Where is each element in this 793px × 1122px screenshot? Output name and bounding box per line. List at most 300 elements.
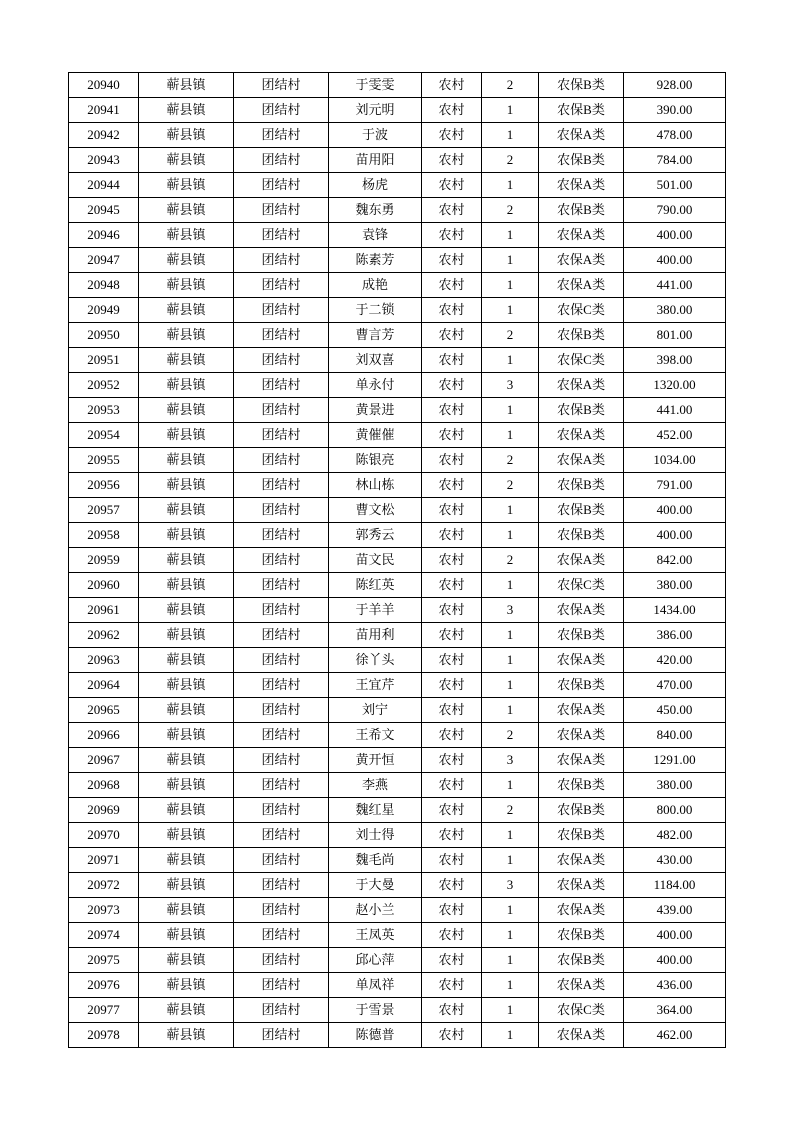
cell-count: 3 <box>482 598 539 623</box>
cell-category: 农保A类 <box>539 423 624 448</box>
cell-category: 农保A类 <box>539 898 624 923</box>
cell-category: 农保B类 <box>539 73 624 98</box>
cell-name: 成艳 <box>329 273 422 298</box>
cell-village: 团结村 <box>234 448 329 473</box>
cell-residence: 农村 <box>422 73 482 98</box>
cell-amount: 441.00 <box>624 273 726 298</box>
table-row <box>69 598 726 623</box>
cell-town: 蕲县镇 <box>139 473 234 498</box>
cell-id: 20962 <box>69 623 139 648</box>
table-row <box>69 998 726 1023</box>
cell-amount: 441.00 <box>624 398 726 423</box>
cell-village: 团结村 <box>234 73 329 98</box>
cell-village: 团结村 <box>234 598 329 623</box>
cell-amount: 501.00 <box>624 173 726 198</box>
cell-id: 20951 <box>69 348 139 373</box>
cell-category: 农保B类 <box>539 98 624 123</box>
cell-category: 农保B类 <box>539 923 624 948</box>
cell-id: 20971 <box>69 848 139 873</box>
cell-amount: 1034.00 <box>624 448 726 473</box>
cell-village: 团结村 <box>234 148 329 173</box>
cell-town: 蕲县镇 <box>139 648 234 673</box>
cell-count: 2 <box>482 473 539 498</box>
cell-town: 蕲县镇 <box>139 398 234 423</box>
cell-town: 蕲县镇 <box>139 923 234 948</box>
cell-name: 曹言芳 <box>329 323 422 348</box>
cell-name: 林山栋 <box>329 473 422 498</box>
cell-amount: 380.00 <box>624 773 726 798</box>
cell-count: 1 <box>482 648 539 673</box>
cell-amount: 791.00 <box>624 473 726 498</box>
table-row <box>69 148 726 173</box>
cell-count: 3 <box>482 873 539 898</box>
cell-name: 于波 <box>329 123 422 148</box>
table-row <box>69 698 726 723</box>
cell-amount: 790.00 <box>624 198 726 223</box>
cell-town: 蕲县镇 <box>139 898 234 923</box>
cell-amount: 840.00 <box>624 723 726 748</box>
table-row <box>69 1023 726 1048</box>
cell-category: 农保B类 <box>539 323 624 348</box>
cell-town: 蕲县镇 <box>139 323 234 348</box>
cell-category: 农保A类 <box>539 873 624 898</box>
cell-count: 1 <box>482 673 539 698</box>
cell-town: 蕲县镇 <box>139 523 234 548</box>
cell-count: 1 <box>482 498 539 523</box>
cell-category: 农保A类 <box>539 748 624 773</box>
table-row <box>69 573 726 598</box>
cell-count: 1 <box>482 248 539 273</box>
cell-village: 团结村 <box>234 348 329 373</box>
cell-id: 20941 <box>69 98 139 123</box>
cell-id: 20964 <box>69 673 139 698</box>
cell-residence: 农村 <box>422 548 482 573</box>
table-row <box>69 873 726 898</box>
table-row <box>69 898 726 923</box>
table-row <box>69 498 726 523</box>
cell-residence: 农村 <box>422 248 482 273</box>
cell-village: 团结村 <box>234 748 329 773</box>
cell-village: 团结村 <box>234 948 329 973</box>
cell-name: 刘士得 <box>329 823 422 848</box>
cell-residence: 农村 <box>422 698 482 723</box>
cell-category: 农保B类 <box>539 623 624 648</box>
cell-count: 2 <box>482 548 539 573</box>
cell-category: 农保B类 <box>539 948 624 973</box>
cell-id: 20970 <box>69 823 139 848</box>
cell-name: 刘双喜 <box>329 348 422 373</box>
cell-count: 3 <box>482 373 539 398</box>
cell-amount: 450.00 <box>624 698 726 723</box>
cell-name: 黄景进 <box>329 398 422 423</box>
cell-name: 陈银亮 <box>329 448 422 473</box>
cell-count: 1 <box>482 823 539 848</box>
cell-town: 蕲县镇 <box>139 448 234 473</box>
cell-town: 蕲县镇 <box>139 548 234 573</box>
cell-town: 蕲县镇 <box>139 1023 234 1048</box>
cell-residence: 农村 <box>422 898 482 923</box>
cell-residence: 农村 <box>422 398 482 423</box>
cell-id: 20940 <box>69 73 139 98</box>
cell-name: 袁锋 <box>329 223 422 248</box>
cell-id: 20954 <box>69 423 139 448</box>
cell-category: 农保A类 <box>539 273 624 298</box>
cell-amount: 420.00 <box>624 648 726 673</box>
cell-category: 农保A类 <box>539 598 624 623</box>
cell-id: 20956 <box>69 473 139 498</box>
cell-count: 1 <box>482 223 539 248</box>
cell-town: 蕲县镇 <box>139 798 234 823</box>
table-row <box>69 423 726 448</box>
cell-category: 农保A类 <box>539 848 624 873</box>
cell-count: 1 <box>482 998 539 1023</box>
cell-count: 1 <box>482 298 539 323</box>
table-row <box>69 73 726 98</box>
cell-town: 蕲县镇 <box>139 973 234 998</box>
cell-count: 1 <box>482 948 539 973</box>
cell-town: 蕲县镇 <box>139 823 234 848</box>
cell-name: 邱心萍 <box>329 948 422 973</box>
cell-town: 蕲县镇 <box>139 673 234 698</box>
cell-count: 1 <box>482 973 539 998</box>
cell-id: 20949 <box>69 298 139 323</box>
cell-town: 蕲县镇 <box>139 298 234 323</box>
cell-amount: 390.00 <box>624 98 726 123</box>
table-row <box>69 123 726 148</box>
cell-village: 团结村 <box>234 98 329 123</box>
cell-residence: 农村 <box>422 598 482 623</box>
cell-count: 2 <box>482 798 539 823</box>
cell-category: 农保C类 <box>539 998 624 1023</box>
cell-id: 20942 <box>69 123 139 148</box>
cell-id: 20960 <box>69 573 139 598</box>
cell-town: 蕲县镇 <box>139 773 234 798</box>
cell-village: 团结村 <box>234 223 329 248</box>
cell-category: 农保A类 <box>539 448 624 473</box>
cell-residence: 农村 <box>422 648 482 673</box>
cell-count: 1 <box>482 573 539 598</box>
table-row <box>69 523 726 548</box>
cell-category: 农保B类 <box>539 473 624 498</box>
table-row <box>69 298 726 323</box>
cell-amount: 1434.00 <box>624 598 726 623</box>
cell-amount: 398.00 <box>624 348 726 373</box>
table-row <box>69 848 726 873</box>
cell-residence: 农村 <box>422 873 482 898</box>
cell-amount: 380.00 <box>624 573 726 598</box>
pension-table-body <box>69 73 726 1048</box>
cell-name: 于大曼 <box>329 873 422 898</box>
cell-count: 1 <box>482 848 539 873</box>
cell-category: 农保C类 <box>539 573 624 598</box>
cell-amount: 452.00 <box>624 423 726 448</box>
cell-village: 团结村 <box>234 648 329 673</box>
cell-town: 蕲县镇 <box>139 598 234 623</box>
cell-village: 团结村 <box>234 173 329 198</box>
cell-count: 1 <box>482 698 539 723</box>
cell-village: 团结村 <box>234 773 329 798</box>
cell-town: 蕲县镇 <box>139 948 234 973</box>
cell-category: 农保C类 <box>539 348 624 373</box>
cell-village: 团结村 <box>234 848 329 873</box>
cell-name: 郭秀云 <box>329 523 422 548</box>
cell-name: 刘元明 <box>329 98 422 123</box>
cell-residence: 农村 <box>422 823 482 848</box>
cell-id: 20972 <box>69 873 139 898</box>
cell-village: 团结村 <box>234 798 329 823</box>
cell-village: 团结村 <box>234 898 329 923</box>
cell-residence: 农村 <box>422 848 482 873</box>
cell-residence: 农村 <box>422 123 482 148</box>
cell-name: 于雯雯 <box>329 73 422 98</box>
cell-name: 王凤英 <box>329 923 422 948</box>
table-row <box>69 723 726 748</box>
cell-town: 蕲县镇 <box>139 98 234 123</box>
cell-id: 20977 <box>69 998 139 1023</box>
cell-category: 农保C类 <box>539 298 624 323</box>
cell-amount: 400.00 <box>624 498 726 523</box>
cell-amount: 801.00 <box>624 323 726 348</box>
cell-town: 蕲县镇 <box>139 273 234 298</box>
cell-residence: 农村 <box>422 948 482 973</box>
cell-category: 农保B类 <box>539 773 624 798</box>
cell-town: 蕲县镇 <box>139 123 234 148</box>
cell-town: 蕲县镇 <box>139 223 234 248</box>
cell-count: 1 <box>482 398 539 423</box>
table-row <box>69 273 726 298</box>
cell-village: 团结村 <box>234 1023 329 1048</box>
cell-category: 农保A类 <box>539 973 624 998</box>
cell-residence: 农村 <box>422 748 482 773</box>
cell-residence: 农村 <box>422 173 482 198</box>
cell-category: 农保B类 <box>539 823 624 848</box>
cell-residence: 农村 <box>422 298 482 323</box>
cell-residence: 农村 <box>422 923 482 948</box>
table-row <box>69 548 726 573</box>
cell-id: 20957 <box>69 498 139 523</box>
cell-category: 农保A类 <box>539 648 624 673</box>
cell-id: 20947 <box>69 248 139 273</box>
cell-category: 农保A类 <box>539 248 624 273</box>
cell-name: 苗文民 <box>329 548 422 573</box>
cell-village: 团结村 <box>234 323 329 348</box>
cell-count: 1 <box>482 273 539 298</box>
cell-amount: 400.00 <box>624 523 726 548</box>
cell-village: 团结村 <box>234 998 329 1023</box>
cell-name: 王希文 <box>329 723 422 748</box>
cell-village: 团结村 <box>234 473 329 498</box>
cell-town: 蕲县镇 <box>139 573 234 598</box>
cell-category: 农保B类 <box>539 498 624 523</box>
cell-id: 20948 <box>69 273 139 298</box>
cell-residence: 农村 <box>422 348 482 373</box>
cell-name: 魏毛尚 <box>329 848 422 873</box>
cell-amount: 1184.00 <box>624 873 726 898</box>
cell-amount: 1320.00 <box>624 373 726 398</box>
cell-name: 于雪景 <box>329 998 422 1023</box>
cell-residence: 农村 <box>422 998 482 1023</box>
cell-count: 1 <box>482 923 539 948</box>
table-row <box>69 173 726 198</box>
cell-name: 于二锁 <box>329 298 422 323</box>
cell-village: 团结村 <box>234 248 329 273</box>
cell-name: 杨虎 <box>329 173 422 198</box>
cell-id: 20944 <box>69 173 139 198</box>
table-row <box>69 773 726 798</box>
cell-category: 农保A类 <box>539 123 624 148</box>
cell-name: 魏红星 <box>329 798 422 823</box>
cell-name: 陈素芳 <box>329 248 422 273</box>
cell-category: 农保A类 <box>539 373 624 398</box>
cell-name: 赵小兰 <box>329 898 422 923</box>
cell-town: 蕲县镇 <box>139 998 234 1023</box>
cell-count: 1 <box>482 348 539 373</box>
cell-category: 农保A类 <box>539 223 624 248</box>
cell-count: 1 <box>482 773 539 798</box>
cell-residence: 农村 <box>422 273 482 298</box>
cell-residence: 农村 <box>422 148 482 173</box>
cell-town: 蕲县镇 <box>139 848 234 873</box>
cell-village: 团结村 <box>234 373 329 398</box>
cell-town: 蕲县镇 <box>139 498 234 523</box>
cell-name: 单永付 <box>329 373 422 398</box>
cell-id: 20973 <box>69 898 139 923</box>
cell-village: 团结村 <box>234 623 329 648</box>
cell-id: 20953 <box>69 398 139 423</box>
table-row <box>69 398 726 423</box>
cell-count: 1 <box>482 623 539 648</box>
cell-village: 团结村 <box>234 398 329 423</box>
table-row <box>69 673 726 698</box>
cell-village: 团结村 <box>234 423 329 448</box>
cell-residence: 农村 <box>422 498 482 523</box>
cell-count: 1 <box>482 523 539 548</box>
cell-amount: 482.00 <box>624 823 726 848</box>
cell-count: 1 <box>482 1023 539 1048</box>
cell-amount: 478.00 <box>624 123 726 148</box>
cell-amount: 784.00 <box>624 148 726 173</box>
cell-count: 2 <box>482 723 539 748</box>
cell-residence: 农村 <box>422 323 482 348</box>
cell-amount: 470.00 <box>624 673 726 698</box>
cell-residence: 农村 <box>422 573 482 598</box>
cell-village: 团结村 <box>234 873 329 898</box>
cell-village: 团结村 <box>234 198 329 223</box>
cell-residence: 农村 <box>422 473 482 498</box>
cell-village: 团结村 <box>234 698 329 723</box>
cell-village: 团结村 <box>234 498 329 523</box>
cell-village: 团结村 <box>234 923 329 948</box>
cell-category: 农保B类 <box>539 198 624 223</box>
table-row <box>69 823 726 848</box>
cell-village: 团结村 <box>234 823 329 848</box>
table-row <box>69 473 726 498</box>
table-row <box>69 373 726 398</box>
cell-residence: 农村 <box>422 1023 482 1048</box>
cell-town: 蕲县镇 <box>139 348 234 373</box>
cell-count: 1 <box>482 423 539 448</box>
table-row <box>69 323 726 348</box>
cell-residence: 农村 <box>422 98 482 123</box>
cell-amount: 400.00 <box>624 923 726 948</box>
cell-residence: 农村 <box>422 673 482 698</box>
table-row <box>69 198 726 223</box>
cell-id: 20958 <box>69 523 139 548</box>
table-row <box>69 348 726 373</box>
cell-count: 2 <box>482 448 539 473</box>
cell-id: 20946 <box>69 223 139 248</box>
table-row <box>69 248 726 273</box>
cell-amount: 400.00 <box>624 248 726 273</box>
table-row <box>69 448 726 473</box>
table-row <box>69 623 726 648</box>
table-row <box>69 973 726 998</box>
table-row <box>69 98 726 123</box>
cell-town: 蕲县镇 <box>139 748 234 773</box>
table-row <box>69 648 726 673</box>
cell-town: 蕲县镇 <box>139 423 234 448</box>
cell-count: 2 <box>482 148 539 173</box>
cell-category: 农保A类 <box>539 698 624 723</box>
cell-name: 魏东勇 <box>329 198 422 223</box>
cell-count: 2 <box>482 73 539 98</box>
cell-amount: 364.00 <box>624 998 726 1023</box>
cell-category: 农保B类 <box>539 798 624 823</box>
cell-id: 20966 <box>69 723 139 748</box>
cell-name: 于羊羊 <box>329 598 422 623</box>
table-row <box>69 923 726 948</box>
cell-count: 1 <box>482 98 539 123</box>
cell-category: 农保A类 <box>539 1023 624 1048</box>
cell-residence: 农村 <box>422 773 482 798</box>
cell-id: 20974 <box>69 923 139 948</box>
cell-id: 20950 <box>69 323 139 348</box>
cell-name: 苗用阳 <box>329 148 422 173</box>
cell-town: 蕲县镇 <box>139 173 234 198</box>
cell-amount: 400.00 <box>624 223 726 248</box>
cell-residence: 农村 <box>422 798 482 823</box>
cell-village: 团结村 <box>234 523 329 548</box>
cell-residence: 农村 <box>422 623 482 648</box>
cell-residence: 农村 <box>422 223 482 248</box>
cell-village: 团结村 <box>234 298 329 323</box>
cell-count: 3 <box>482 748 539 773</box>
cell-town: 蕲县镇 <box>139 373 234 398</box>
cell-residence: 农村 <box>422 723 482 748</box>
cell-name: 黄催催 <box>329 423 422 448</box>
cell-id: 20969 <box>69 798 139 823</box>
cell-category: 农保B类 <box>539 523 624 548</box>
cell-amount: 1291.00 <box>624 748 726 773</box>
table-row <box>69 223 726 248</box>
cell-amount: 842.00 <box>624 548 726 573</box>
cell-town: 蕲县镇 <box>139 723 234 748</box>
cell-name: 陈红英 <box>329 573 422 598</box>
cell-name: 苗用利 <box>329 623 422 648</box>
cell-name: 曹文松 <box>329 498 422 523</box>
cell-amount: 439.00 <box>624 898 726 923</box>
cell-town: 蕲县镇 <box>139 248 234 273</box>
cell-village: 团结村 <box>234 573 329 598</box>
cell-name: 刘宁 <box>329 698 422 723</box>
cell-village: 团结村 <box>234 723 329 748</box>
cell-town: 蕲县镇 <box>139 698 234 723</box>
cell-residence: 农村 <box>422 448 482 473</box>
cell-town: 蕲县镇 <box>139 873 234 898</box>
cell-residence: 农村 <box>422 523 482 548</box>
cell-id: 20952 <box>69 373 139 398</box>
cell-amount: 928.00 <box>624 73 726 98</box>
